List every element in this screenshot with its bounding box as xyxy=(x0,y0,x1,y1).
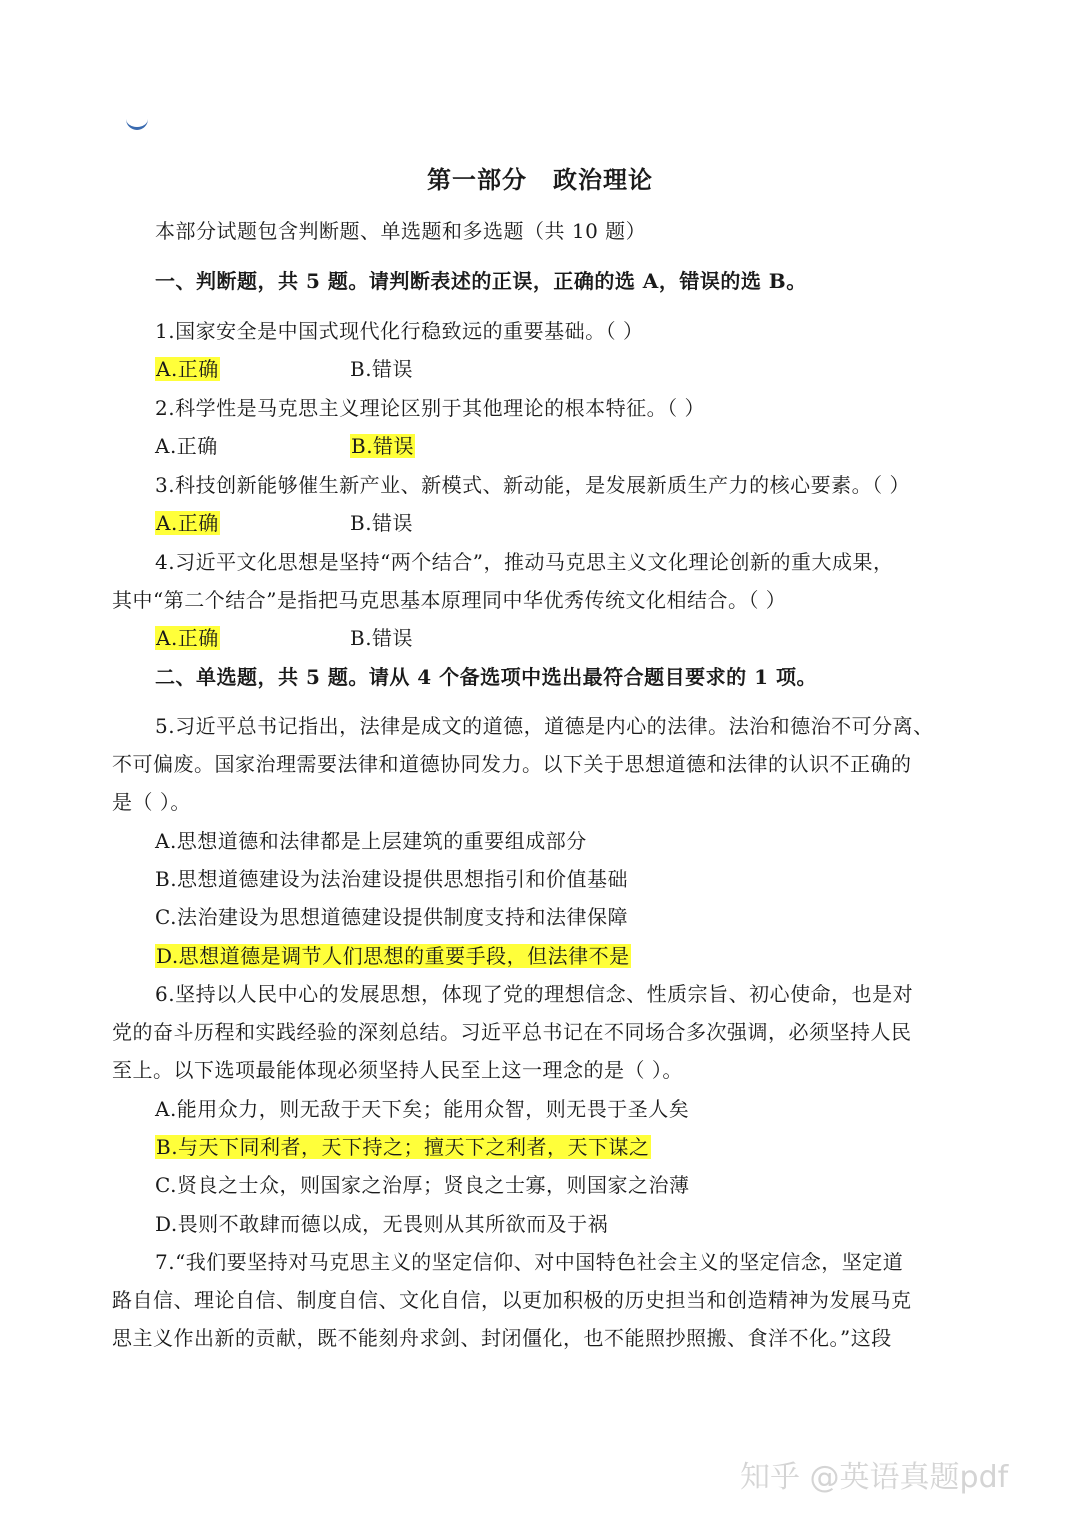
question-6-option-a: A.能用众力，则无敌于天下矣；能用众智，则无畏于圣人矣 xyxy=(155,1097,690,1121)
answer-highlight: A.正确 xyxy=(156,511,219,535)
section-title xyxy=(0,160,1080,195)
question-4-stem-line-1: 4.习近平文化思想是坚持“两个结合”，推动马克思主义文化理论创新的重大成果， xyxy=(155,550,894,574)
question-2-stem: 2.科学性是马克思主义理论区别于其他理论的根本特征。（ ） xyxy=(155,396,705,420)
question-6-option-d: D.畏则不敢肆而德以成，无畏则从其所欲而及于祸 xyxy=(155,1212,609,1236)
question-7-stem-line-3: 思主义作出新的贡献，既不能刻舟求剑、封闭僵化，也不能照抄照搬、食洋不化。”这段 xyxy=(112,1326,892,1350)
question-1-option-b: B.错误 xyxy=(350,357,414,381)
question-5-stem-line-2: 不可偏废。国家治理需要法律和道德协同发力。以下关于思想道德和法律的认识不正确的 xyxy=(112,752,912,776)
section-intro: 本部分试题包含判断题、单选题和多选题（共 10 题） xyxy=(155,219,647,243)
question-5-option-c: C.法治建设为思想道德建设提供制度支持和法律保障 xyxy=(155,905,628,929)
question-5-stem-line-1: 5.习近平总书记指出，法律是成文的道德，道德是内心的法律。法治和德治不可分离、 xyxy=(155,714,934,738)
question-1-option-a xyxy=(155,354,220,384)
section-title-name: 政治理论 xyxy=(553,165,653,194)
question-6-stem-line-3: 至上。以下选项最能体现必须坚持人民至上这一理念的是（ ）。 xyxy=(112,1058,683,1082)
watermark: 知乎 @英语真题pdf xyxy=(740,1460,1009,1495)
part2-header: 二、单选题，共 5 题。请从 4 个备选项中选出最符合题目要求的 1 项。 xyxy=(155,665,818,689)
question-5-option-a: A.思想道德和法律都是上层建筑的重要组成部分 xyxy=(155,829,587,853)
question-6-stem-line-2: 党的奋斗历程和实践经验的深刻总结。习近平总书记在不同场合多次强调，必须坚持人民 xyxy=(112,1020,912,1044)
question-2-option-b xyxy=(350,431,415,461)
question-6-stem-line-1: 6.坚持以人民中心的发展思想，体现了党的理想信念、性质宗旨、初心使命，也是对 xyxy=(155,982,914,1006)
section-title-part: 第一部分 xyxy=(427,165,527,194)
question-4-option-a xyxy=(155,623,220,653)
question-7-stem-line-2: 路自信、理论自信、制度自信、文化自信，以更加积极的历史担当和创造精神为发展马克 xyxy=(112,1288,912,1312)
question-2-option-a: A.正确 xyxy=(155,434,218,458)
question-4-stem-line-2: 其中“第二个结合”是指把马克思基本原理同中华优秀传统文化相结合。（ ） xyxy=(112,588,787,612)
corner-mark-icon xyxy=(126,119,148,130)
part1-header: 一、判断题，共 5 题。请判断表述的正误，正确的选 A，错误的选 B。 xyxy=(155,269,807,293)
question-4-option-b: B.错误 xyxy=(350,626,414,650)
answer-highlight: A.正确 xyxy=(156,626,219,650)
answer-highlight: B.与天下同利者，天下持之；擅天下之利者，天下谋之 xyxy=(156,1135,650,1159)
answer-highlight: A.正确 xyxy=(156,357,219,381)
answer-highlight: B.错误 xyxy=(351,434,415,458)
question-5-stem-line-3: 是（ ）。 xyxy=(112,790,191,814)
question-5-option-d xyxy=(155,941,631,971)
answer-highlight: D.思想道德是调节人们思想的重要手段，但法律不是 xyxy=(156,944,630,968)
question-7-stem-line-1: 7.“我们要坚持对马克思主义的坚定信仰、对中国特色社会主义的坚定信念，坚定道 xyxy=(155,1250,904,1274)
question-6-option-c: C.贤良之士众，则国家之治厚；贤良之士寡，则国家之治薄 xyxy=(155,1173,690,1197)
question-1-stem: 1.国家安全是中国式现代化行稳致远的重要基础。（ ） xyxy=(155,319,644,343)
question-6-option-b xyxy=(155,1132,651,1162)
question-3-option-a xyxy=(155,508,220,538)
question-5-option-b: B.思想道德建设为法治建设提供思想指引和价值基础 xyxy=(155,867,629,891)
question-3-stem: 3.科技创新能够催生新产业、新模式、新动能，是发展新质生产力的核心要素。（ ） xyxy=(155,473,910,497)
question-3-option-b: B.错误 xyxy=(350,511,414,535)
